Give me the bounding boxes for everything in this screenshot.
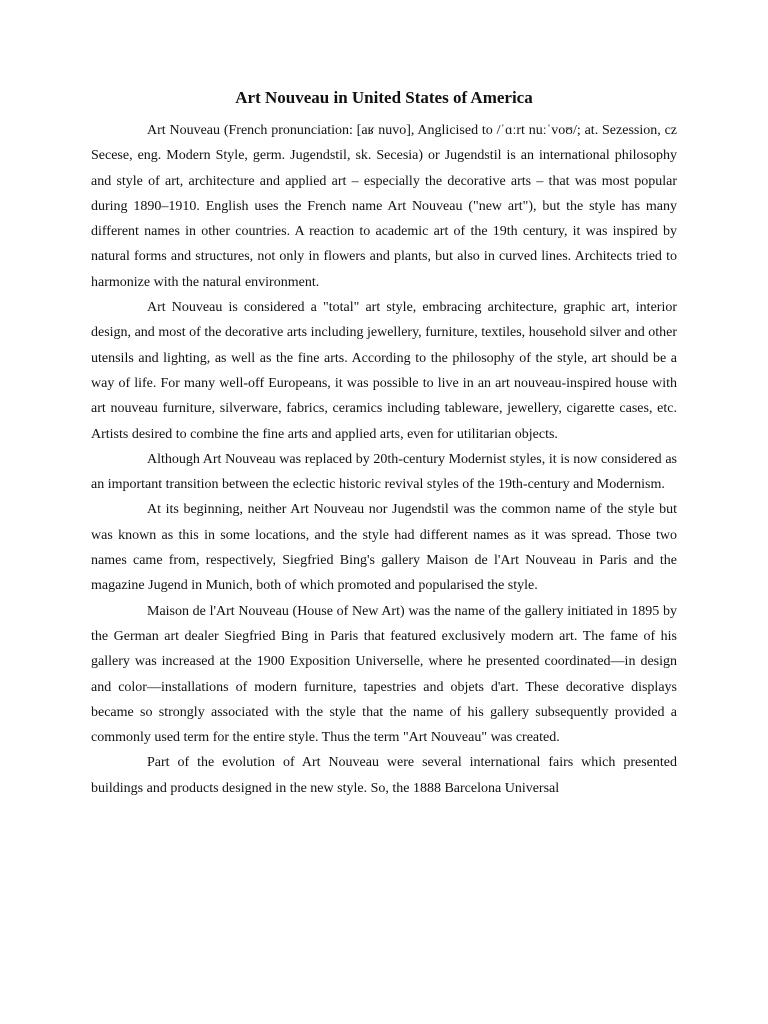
paragraph-5: Maison de l'Art Nouveau (House of New Art) was the name of the gallery initiated in 1895 by the German art dealer Siegfried Bing in Paris that featured exclusively modern art. The fame of his gallery was increased at the 1900 Exposition Universelle, where he presented coordinated—in design and color—installations of modern furniture, tapestries and objets d'art. These decorative displays became so strongly associated with the style that the name of his gallery subsequently provided a commonly used term for the entire style. Thus the term "Art Nouveau" was created. xyxy=(91,603,677,746)
document-title: Art Nouveau in United States of America xyxy=(235,88,533,107)
paragraph-1: Art Nouveau (French pronunciation: [aʁ nuvo], Anglicised to /ˈɑːrt nuːˈvoʊ/; at. Sezession, cz Secese, eng. Modern Style, germ. Jugendstil, sk. Secesia) or Jugendstil is an international philosophy and style of art, architecture and applied art – especially the decorative arts – that was most popular during 1890–1910. English uses the French name Art Nouveau ("new art"), but the style has many different names in other countries. A reaction to academic art of the 19th century, it was inspired by natural forms and structures, not only in flowers and plants, but also in curved lines. Architects tried to harmonize with the natural environment. xyxy=(91,123,677,290)
document-page xyxy=(91,84,677,801)
paragraph-3: Although Art Nouveau was replaced by 20th-century Modernist styles, it is now considered as an important transition between the eclectic historic revival styles of the 19th-century and Modernism. xyxy=(91,451,677,493)
paragraph-4: At its beginning, neither Art Nouveau nor Jugendstil was the common name of the style but was known as this in some locations, and the style had different names as it was spread. Those two names came from, respectively, Siegfried Bing's gallery Maison de l'Art Nouveau in Paris and the magazine Jugend in Munich, both of which promoted and popularised the style. xyxy=(91,502,677,594)
paragraph-2: Art Nouveau is considered a "total" art style, embracing architecture, graphic art, interior design, and most of the decorative arts including jewellery, furniture, textiles, household silver and other utensils and lighting, as well as the fine arts. According to the philosophy of the style, art should be a way of life. For many well-off Europeans, it was possible to live in an art nouveau-inspired house with art nouveau furniture, silverware, fabrics, ceramics including tableware, jewellery, cigarette cases, etc. Artists desired to combine the fine arts and applied arts, even for utilitarian objects. xyxy=(91,300,677,442)
paragraph-6: Part of the evolution of Art Nouveau were several international fairs which presented buildings and products designed in the new style. So, the 1888 Barcelona Universal xyxy=(91,755,677,796)
